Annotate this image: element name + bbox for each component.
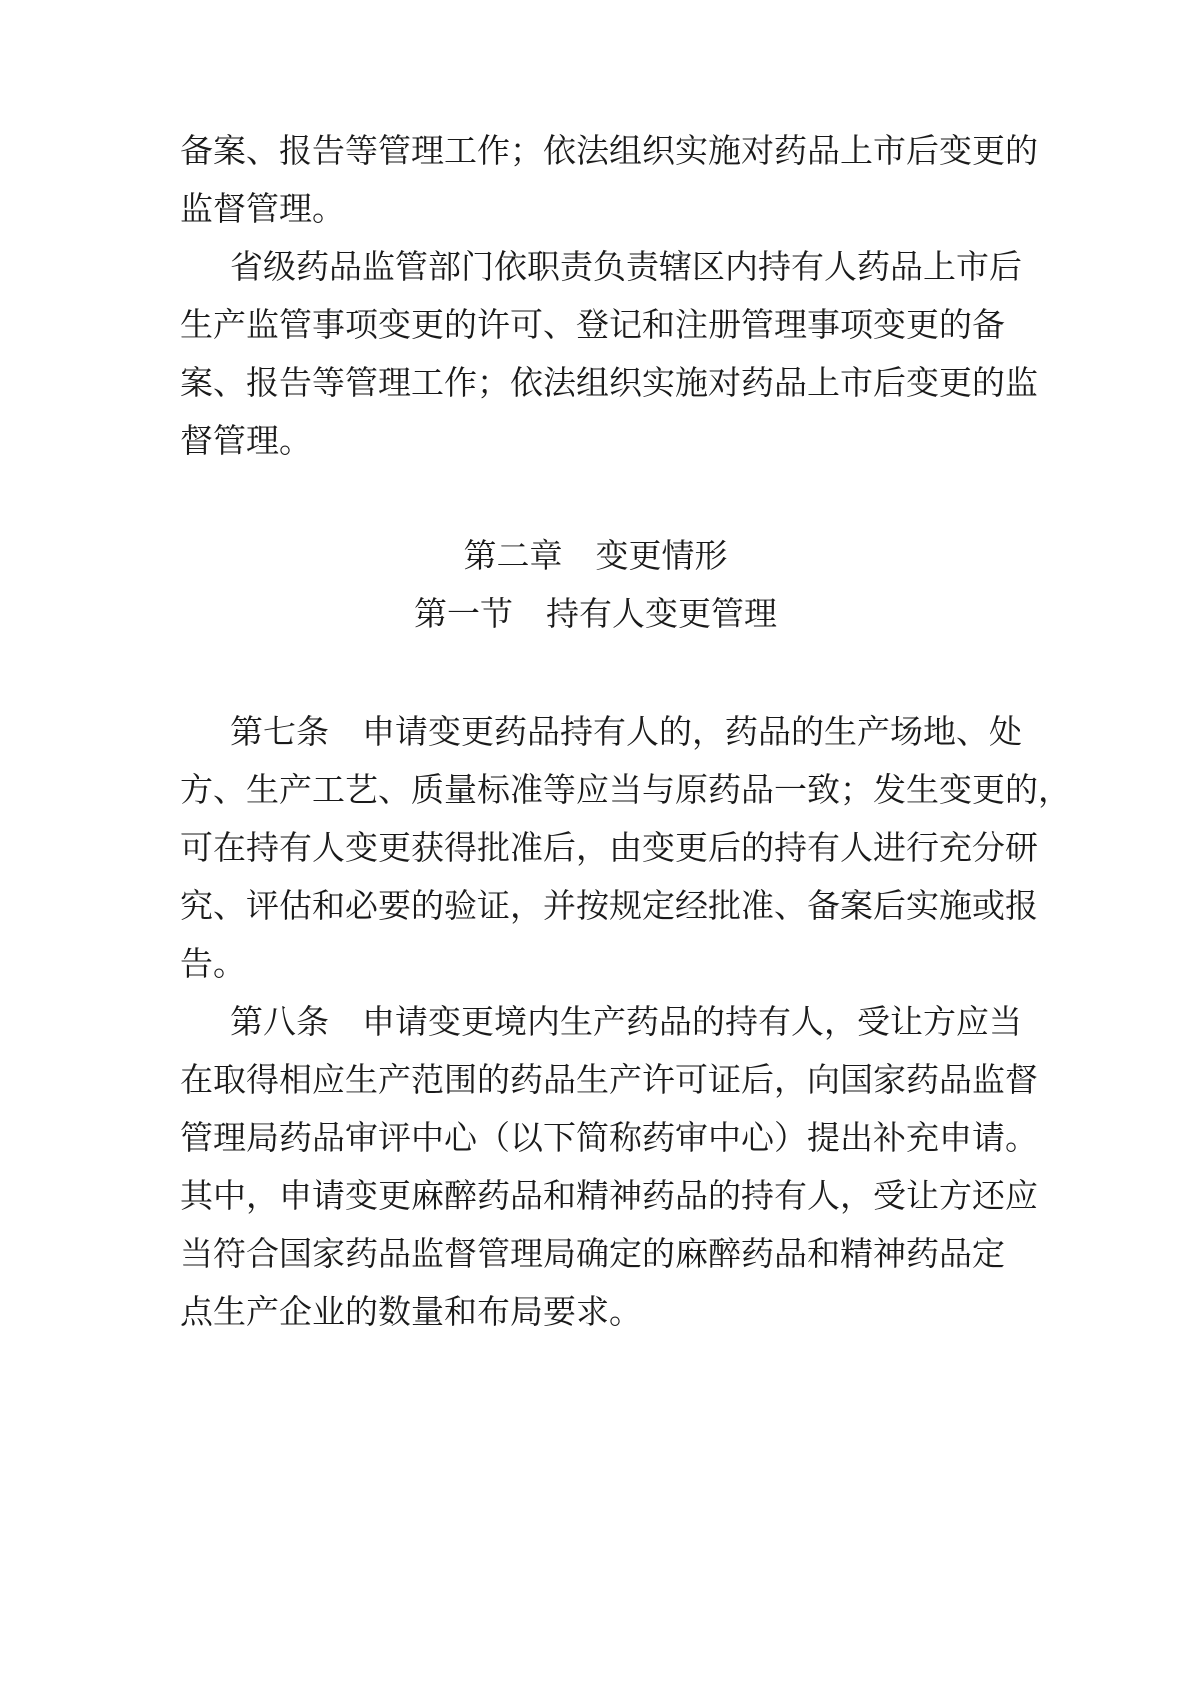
article-8-line: 在取得相应生产范围的药品生产许可证后，向国家药品监督 [180,1060,1038,1099]
paragraph-line: 备案、报告等管理工作；依法组织实施对药品上市后变更的 [180,131,1038,170]
article-7-line: 告。 [180,944,246,983]
article-7-line: 第七条 申请变更药品持有人的，药品的生产场地、处 [230,712,1022,751]
paragraph-line: 案、报告等管理工作；依法组织实施对药品上市后变更的监 [180,363,1038,402]
article-8-line: 第八条 申请变更境内生产药品的持有人，受让方应当 [230,1002,1022,1041]
article-7-line: 可在持有人变更获得批准后，由变更后的持有人进行充分研 [180,828,1038,867]
paragraph-line: 监督管理。 [180,189,345,228]
chapter-title: 第二章 变更情形 [463,536,728,575]
article-8-line: 当符合国家药品监督管理局确定的麻醉药品和精神药品定 [180,1234,1005,1273]
article-7-line: 究、评估和必要的验证，并按规定经批准、备案后实施或报 [180,886,1038,925]
paragraph-line: 省级药品监管部门依职责负责辖区内持有人药品上市后 [230,247,1022,286]
section-title: 第一节 持有人变更管理 [414,594,777,633]
article-8-line: 点生产企业的数量和布局要求。 [180,1292,642,1331]
paragraph-line: 生产监管事项变更的许可、登记和注册管理事项变更的备 [180,305,1005,344]
article-7-line: 方、生产工艺、质量标准等应当与原药品一致；发生变更的， [180,770,1071,809]
paragraph-line: 督管理。 [180,421,312,460]
article-8-line: 管理局药品审评中心（以下简称药审中心）提出补充申请。 [180,1118,1038,1157]
article-8-line: 其中，申请变更麻醉药品和精神药品的持有人，受让方还应 [180,1176,1038,1215]
